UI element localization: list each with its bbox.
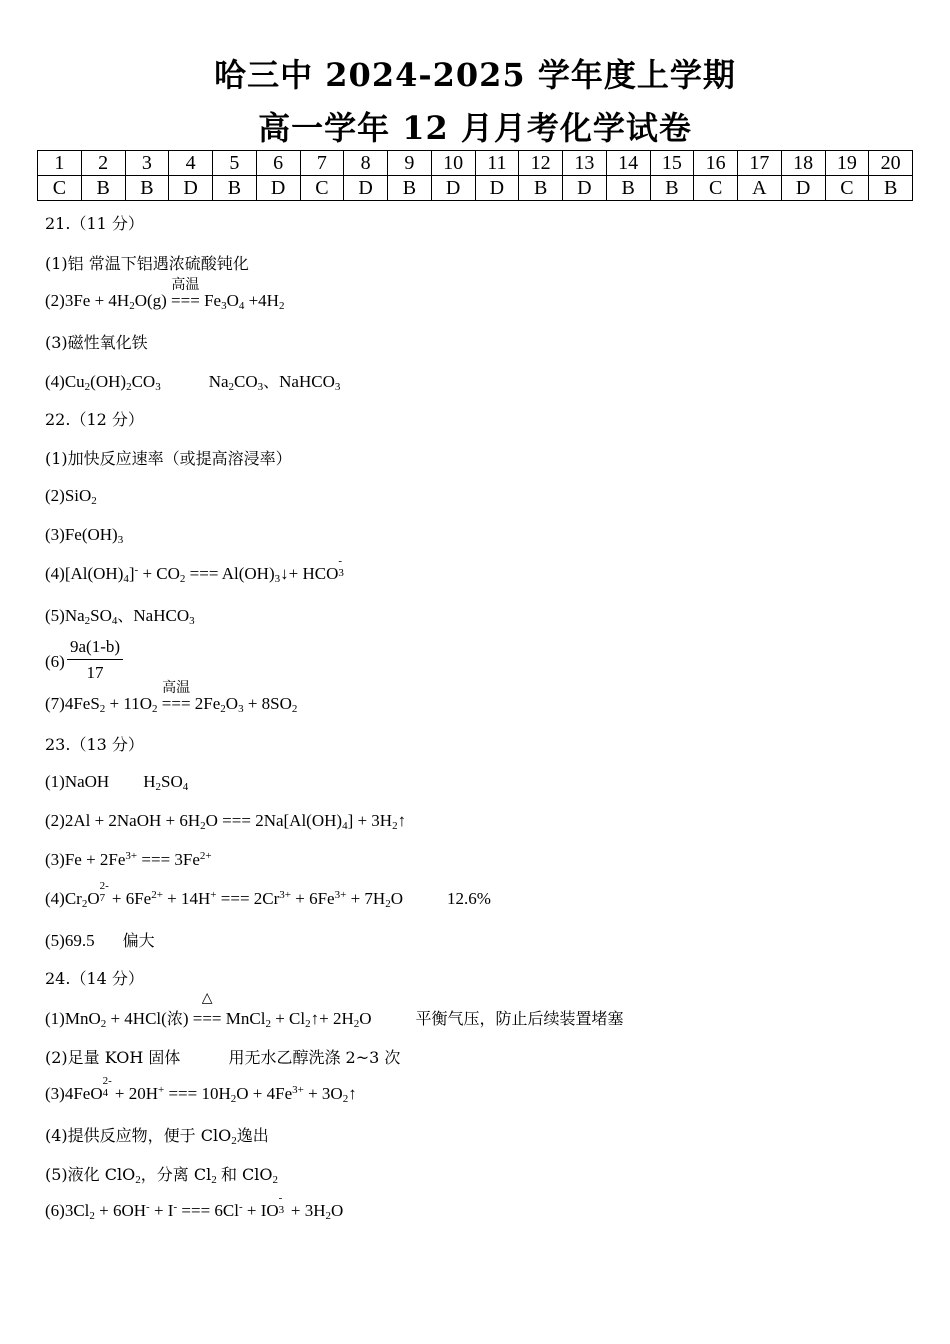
q21-part2-label: (2)3Fe + 4H <box>45 291 130 310</box>
answer-cell: C <box>694 176 738 201</box>
question-number-cell: 13 <box>563 151 607 176</box>
q21-part2: $(2)3Fe + 4H_2O(g)$ 高温 === $Fe_3O_4 +4H_2$ <box>45 277 285 312</box>
answer-cell: B <box>388 176 432 201</box>
answer-cell: B <box>869 176 913 201</box>
q24-part6: $(6)3Cl_2 + 6OH^- + I^-$ === 6Cl- + IO - 3 + $3H_2O$ <box>45 1192 344 1222</box>
question-number-cell: 11 <box>475 151 519 176</box>
question-number-cell: 5 <box>213 151 257 176</box>
answer-cell: D <box>169 176 213 201</box>
q23-heading: 23.（13 分） <box>45 735 144 754</box>
answer-cell: D <box>344 176 388 201</box>
question-number-cell: 7 <box>300 151 344 176</box>
fraction-numerator: 9a(1-b) <box>67 637 123 660</box>
question-number-cell: 15 <box>650 151 694 176</box>
q21-part3: (3)磁性氧化铁 <box>45 333 148 352</box>
answer-cell: D <box>475 176 519 201</box>
condition-high-temp: 高温 === <box>161 680 191 713</box>
answer-cell: B <box>650 176 694 201</box>
question-number-cell: 17 <box>738 151 782 176</box>
answer-cell: B <box>606 176 650 201</box>
condition-high-temp: 高温 === <box>171 277 200 310</box>
answer-cell: C <box>825 176 869 201</box>
answer-cell: D <box>781 176 825 201</box>
q23-part2: (2)2Al + 2NaOH + $6H_2O$ === $2Na[Al(OH)_4]$ + $3H_2↑$ <box>45 811 407 832</box>
question-number-cell: 8 <box>344 151 388 176</box>
answer-cell: D <box>256 176 300 201</box>
q24-part1: (1)MnO$_2$ + 4HCl(浓) △ === MnCl$_2$ + $Cl_2↑+ 2H_2O$ 平衡气压，防止后续装置堵塞 <box>45 990 624 1030</box>
q21-part4: $(4)Cu_2(OH)_2CO_3$ $Na_2CO_3$、NaHCO$_3$ <box>45 372 341 393</box>
answer-cell: B <box>213 176 257 201</box>
question-number-cell: 3 <box>125 151 169 176</box>
answer-cell: B <box>125 176 169 201</box>
q22-part6-label: (6) <box>45 652 65 671</box>
question-number-cell: 19 <box>825 151 869 176</box>
question-number-cell: 18 <box>781 151 825 176</box>
q22-part6-fraction <box>67 637 123 683</box>
question-number-cell: 9 <box>388 151 432 176</box>
q23-part1: (1)NaOH $H_2SO_4$ <box>45 772 189 793</box>
answer-cell: A <box>738 176 782 201</box>
q24-heading: 24.（14 分） <box>45 969 144 988</box>
q24-part3: (3)4FeO 2- 4 + 20H+ === $10H_2O + 4Fe^{3+}$ + $3O_2↑$ <box>45 1075 357 1105</box>
question-number-cell: 2 <box>81 151 125 176</box>
answer-table <box>37 150 913 201</box>
q22-part2: (2)SiO$_2$ <box>45 486 97 507</box>
title-line-1: 哈三中 2024-2025 学年度上学期 <box>214 56 736 94</box>
answer-cell: C <box>38 176 82 201</box>
q21-part1: (1)铝 常温下铝遇浓硫酸钝化 <box>45 254 249 273</box>
question-number-cell: 1 <box>38 151 82 176</box>
q24-part5: (5)液化 ClO$_2$，分离 $Cl_2$ 和 ClO$_2$ <box>45 1165 279 1186</box>
q23-part3: $(3)Fe + 2Fe^{3+}$ === $3Fe^{2+}$ <box>45 850 212 869</box>
q23-part4-percent: 12.6% <box>446 889 491 908</box>
answer-cell: B <box>81 176 125 201</box>
question-number-cell: 20 <box>869 151 913 176</box>
question-number-cell: 16 <box>694 151 738 176</box>
q22-part5: $(5)Na_2SO_4$、NaHCO$_3$ <box>45 606 195 627</box>
answer-cell: D <box>563 176 607 201</box>
title-line-2: 高一学年 12 月月考化学试卷 <box>258 109 692 147</box>
answer-cell: B <box>519 176 563 201</box>
q22-part7: $(7)4FeS_2 + 11O_2$ 高温 === $2Fe_2O_3 + 8SO_2$ <box>45 680 298 715</box>
q23-part5: (5)69.5 偏大 <box>45 931 155 950</box>
answer-cell: C <box>300 176 344 201</box>
q24-part2: (2)足量 KOH 固体 用无水乙醇洗涤 2~3 次 <box>45 1048 401 1067</box>
q21-heading: 21.（11 分） <box>45 214 144 233</box>
q22-part4: $(4)[Al(OH)_4]^- + CO_2$ === $Al(OH)_3↓+$ HCO - 3 <box>45 555 344 585</box>
answer-cell: D <box>431 176 475 201</box>
answer-table-answer-row <box>38 176 913 201</box>
condition-heat: △ === <box>192 990 222 1028</box>
q22-heading: 22.（12 分） <box>45 410 144 429</box>
fraction-denominator: 17 <box>86 663 104 682</box>
question-number-cell: 14 <box>606 151 650 176</box>
answer-table-number-row <box>38 151 913 176</box>
q22-part3: $(3)Fe(OH)_3$ <box>45 525 124 546</box>
question-number-cell: 4 <box>169 151 213 176</box>
q24-part4: (4)提供反应物，便于 ClO$_2$逸出 <box>45 1126 269 1147</box>
question-number-cell: 6 <box>256 151 300 176</box>
q23-part4: $(4)Cr_2O$ 2- 7 + $6Fe^{2+} + 14H^+$ === $2Cr^{3+} + 6Fe^{3+} + 7H_2O$ 12.6% <box>45 880 491 910</box>
question-number-cell: 10 <box>431 151 475 176</box>
question-number-cell: 12 <box>519 151 563 176</box>
q22-part1: (1)加快反应速率（或提高溶浸率） <box>45 449 292 468</box>
